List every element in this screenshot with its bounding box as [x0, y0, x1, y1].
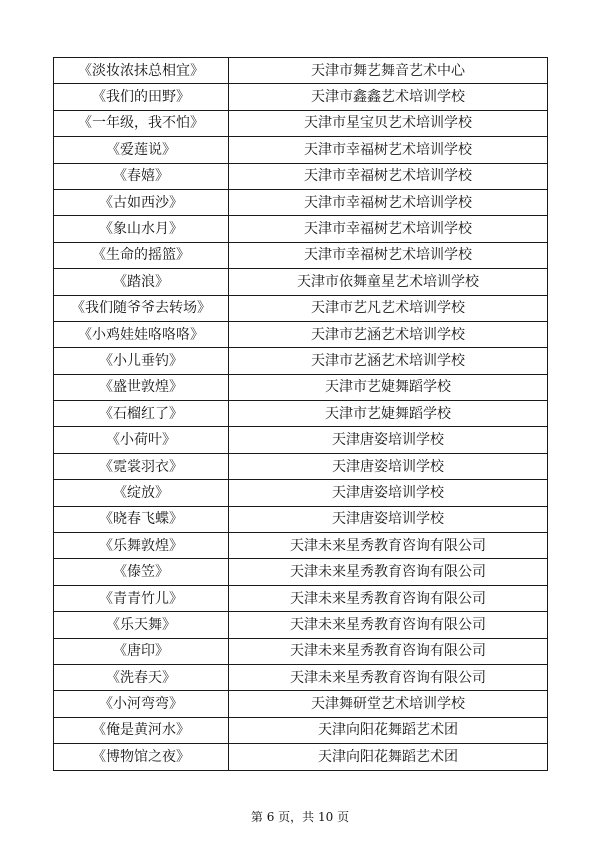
program-table-body [54, 58, 548, 771]
table-row [54, 401, 548, 427]
organization-cell: 天津未来星秀教育咨询有限公司 [229, 638, 548, 664]
table-row [54, 480, 548, 506]
program-table [53, 57, 548, 771]
organization-cell: 天津未来星秀教育咨询有限公司 [229, 664, 548, 690]
program-title-cell: 《春嬉》 [54, 163, 229, 189]
program-title-cell: 《爱莲说》 [54, 137, 229, 163]
program-title-cell: 《盛世敦煌》 [54, 374, 229, 400]
table-row [54, 242, 548, 268]
table-row [54, 506, 548, 532]
table-row [54, 163, 548, 189]
table-row [54, 374, 548, 400]
organization-cell: 天津市星宝贝艺术培训学校 [229, 110, 548, 136]
page-indicator: 第 6 页，共 10 页 [250, 810, 350, 824]
table-row [54, 84, 548, 110]
program-title-cell: 《乐天舞》 [54, 612, 229, 638]
organization-cell: 天津市艺涵艺术培训学校 [229, 348, 548, 374]
organization-cell: 天津市依舞童星艺术培训学校 [229, 269, 548, 295]
program-title-cell: 《绽放》 [54, 480, 229, 506]
program-title-cell: 《青青竹儿》 [54, 585, 229, 611]
organization-cell: 天津市幸福树艺术培训学校 [229, 242, 548, 268]
organization-cell: 天津舞研堂艺术培训学校 [229, 691, 548, 717]
organization-cell: 天津市幸福树艺术培训学校 [229, 189, 548, 215]
organization-cell: 天津市幸福树艺术培训学校 [229, 163, 548, 189]
table-row [54, 321, 548, 347]
organization-cell: 天津市艺涵艺术培训学校 [229, 321, 548, 347]
program-title-cell: 《博物馆之夜》 [54, 744, 229, 770]
program-title-cell: 《踏浪》 [54, 269, 229, 295]
table-row [54, 691, 548, 717]
program-title-cell: 《俺是黄河水》 [54, 717, 229, 743]
program-title-cell: 《晓春飞蝶》 [54, 506, 229, 532]
program-title-cell: 《霓裳羽衣》 [54, 453, 229, 479]
program-title-cell: 《我们随爷爷去转场》 [54, 295, 229, 321]
program-title-cell: 《小鸡娃娃咯咯咯》 [54, 321, 229, 347]
organization-cell: 天津市幸福树艺术培训学校 [229, 216, 548, 242]
table-row [54, 295, 548, 321]
table-row [54, 427, 548, 453]
program-title-cell: 《石榴红了》 [54, 401, 229, 427]
table-row [54, 717, 548, 743]
program-title-cell: 《淡妆浓抹总相宜》 [54, 58, 229, 84]
table-row [54, 58, 548, 84]
program-title-cell: 《古如西沙》 [54, 189, 229, 215]
program-title-cell: 《傣笠》 [54, 559, 229, 585]
program-title-cell: 《生命的摇篮》 [54, 242, 229, 268]
organization-cell: 天津唐姿培训学校 [229, 480, 548, 506]
organization-cell: 天津未来星秀教育咨询有限公司 [229, 612, 548, 638]
organization-cell: 天津未来星秀教育咨询有限公司 [229, 533, 548, 559]
table-row [54, 559, 548, 585]
program-title-cell: 《乐舞敦煌》 [54, 533, 229, 559]
table-row [54, 744, 548, 770]
organization-cell: 天津向阳花舞蹈艺术团 [229, 717, 548, 743]
program-title-cell: 《我们的田野》 [54, 84, 229, 110]
table-row [54, 638, 548, 664]
table-row [54, 216, 548, 242]
organization-cell: 天津市鑫鑫艺术培训学校 [229, 84, 548, 110]
organization-cell: 天津唐姿培训学校 [229, 506, 548, 532]
organization-cell: 天津市幸福树艺术培训学校 [229, 137, 548, 163]
program-title-cell: 《小河弯弯》 [54, 691, 229, 717]
program-title-cell: 《小儿垂钓》 [54, 348, 229, 374]
table-row [54, 533, 548, 559]
table-row [54, 137, 548, 163]
table-row [54, 348, 548, 374]
organization-cell: 天津市艺婕舞蹈学校 [229, 401, 548, 427]
table-row [54, 110, 548, 136]
organization-cell: 天津市舞艺舞音艺术中心 [229, 58, 548, 84]
program-title-cell: 《洗春天》 [54, 664, 229, 690]
table-row [54, 453, 548, 479]
organization-cell: 天津市艺婕舞蹈学校 [229, 374, 548, 400]
program-title-cell: 《唐印》 [54, 638, 229, 664]
program-title-cell: 《小荷叶》 [54, 427, 229, 453]
organization-cell: 天津市艺凡艺术培训学校 [229, 295, 548, 321]
organization-cell: 天津未来星秀教育咨询有限公司 [229, 559, 548, 585]
program-title-cell: 《一年级，我不怕》 [54, 110, 229, 136]
organization-cell: 天津唐姿培训学校 [229, 427, 548, 453]
table-row [54, 612, 548, 638]
organization-cell: 天津唐姿培训学校 [229, 453, 548, 479]
table-row [54, 269, 548, 295]
organization-cell: 天津向阳花舞蹈艺术团 [229, 744, 548, 770]
table-row [54, 664, 548, 690]
table-row [54, 585, 548, 611]
organization-cell: 天津未来星秀教育咨询有限公司 [229, 585, 548, 611]
table-row [54, 189, 548, 215]
program-title-cell: 《象山水月》 [54, 216, 229, 242]
